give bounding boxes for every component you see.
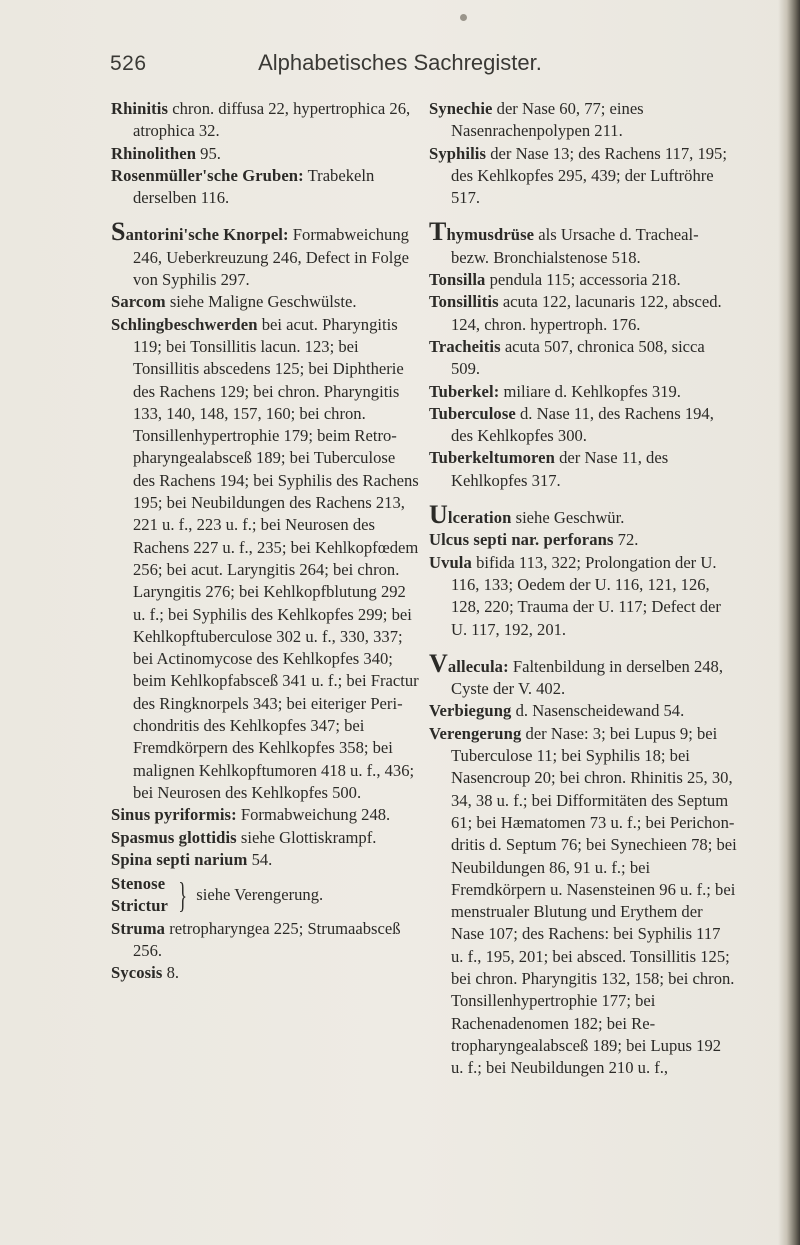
index-entry (429, 723, 737, 1080)
headword-text: Tuberkeltumoren (429, 448, 555, 468)
entry-text: der Nase 11, des Kehlkopfes 317. (451, 448, 669, 490)
index-entry (111, 918, 419, 963)
index-entry (111, 291, 419, 313)
letter-initial: T (429, 217, 447, 247)
entry-headword (429, 648, 509, 678)
index-entry (429, 403, 737, 448)
print-mark (460, 14, 467, 21)
entry-text: bifida 113, 322; Prolongation der U. 116, 133; Oedem der U. 116, 121, 126, 128, 220; Trauma der U. 117; Defect der U. 117, 192, 201. (451, 552, 721, 639)
entry-headword (111, 99, 168, 118)
entry-text: retropharyngea 225; Strumaabsceß 256. (133, 918, 401, 960)
index-entry (429, 217, 737, 269)
entry-headword (111, 963, 162, 982)
entry-text: der Nase 13; des Rachens 117, 195; des Kehlkopfes 295, 439; der Luftröhre 517. (451, 143, 727, 208)
entry-text: bei acut. Pharyngitis 119; bei Tonsillitis lacun. 123; bei Tonsillitis abscedens 125; bei Diphtherie des Rachens 129; bei chron. Pharyngitis 133, 140, 148, 157, 160; bei chron. Tonsillenhypertrophie 179; beim Retropharyngealabsceß 189; bei Tuberculose des Rachens 194; bei Syphilis des Rachens 195; bei Neubildungen des Rachens 213, 221 u. f., 223 u. f.; bei Neurosen des Rachens 227 u. f., 235; bei Kehlkopfœdem 256; bei acut. Laryngitis 264; bei chron. Laryngitis 276; bei Kehlkopfblutung 292 u. f.; bei Syphilis des Kehlkopfes 299; bei Kehlkopftuberculose 302 u. f., 330, 337; bei Actinomycose des Kehlkopfes 340; beim Kehlkopfabsceß 341 u. f.; bei Fractur des Ringknorpels 343; bei eiteriger Perichondritis des Kehlkopfes 347; bei Fremdkörpern des Kehlkopfes 358; bei malignen Kehlkopftumoren 418 u. f., 436; bei Neurosen des Kehlkopfes 500. (133, 314, 419, 802)
entry-headword (429, 553, 472, 572)
entry-headword (429, 270, 485, 289)
entry-headword (111, 292, 166, 311)
entry-headword (111, 144, 196, 163)
entry-headword (429, 99, 493, 118)
entry-text: 54. (247, 849, 273, 869)
index-entry (429, 500, 737, 530)
entry-headword (429, 404, 516, 423)
headword-text: Sinus pyriformis: (111, 805, 237, 825)
entry-text: chron. diffusa 22, hypertrophica 26, atrophica 32. (133, 99, 411, 141)
entry-headword (111, 828, 237, 847)
headword-text: Tracheitis (429, 336, 501, 356)
entry-headword (429, 144, 486, 163)
entry-text: siehe Geschwür. (511, 508, 625, 528)
entry-text: siehe Glottiskrampf. (236, 827, 377, 847)
headword-text: allecula: (447, 656, 509, 676)
entry-headword (111, 217, 289, 247)
brace-text: siehe Verengerung. (196, 885, 324, 905)
headword-text: hymusdrüse (446, 225, 535, 245)
index-entry (429, 529, 737, 551)
entry-headword (111, 166, 304, 185)
entry-headword (111, 919, 165, 938)
headword-text: Spina septi narium (111, 849, 248, 869)
entry-text: der Nase 60, 77; eines Nasenrachenpolypen 211. (451, 99, 644, 141)
brace-headwords (111, 873, 168, 918)
index-entry (429, 447, 737, 492)
index-entry (111, 314, 419, 805)
headword-text: Tuberkel: (429, 381, 500, 401)
left-entries-tail (111, 918, 419, 985)
entry-text: Formabweichung 246, Ueberkreuzung 246, Defect in Folge von Syphilis 297. (133, 225, 410, 290)
headword-text: Sarcom (111, 292, 166, 312)
headword-text: Verengerung (429, 723, 522, 743)
headword-text: Rosenmüller'sche Gruben: (111, 165, 304, 185)
index-entry (429, 552, 737, 641)
headword-text: Tonsillitis (429, 292, 499, 312)
index-entry (111, 962, 419, 984)
headword-text: Tonsilla (429, 270, 486, 290)
headword-text: Uvula (429, 552, 472, 572)
headword-text: Rhinolithen (111, 143, 197, 163)
index-entry (111, 143, 419, 165)
headword-text: Struma (111, 918, 166, 938)
index-entry (429, 98, 737, 143)
entry-text: siehe Maligne Geschwülste. (165, 292, 357, 312)
entry-text: acuta 122, lacunaris 122, absced. 124, chron. hypertroph. 176. (451, 292, 722, 334)
entry-text: Faltenbildung in derselben 248, Cyste der V. 402. (451, 656, 724, 699)
entry-headword (429, 724, 521, 743)
brace-entry (111, 873, 419, 918)
entry-text: acuta 507, chronica 508, sicca 509. (451, 336, 705, 379)
index-entry (429, 269, 737, 291)
entry-headword (429, 500, 512, 530)
letter-initial: S (111, 217, 126, 247)
entry-text: miliare d. Kehlkopfes 319. (499, 381, 681, 401)
entry-text: Formabweichung 248. (236, 805, 391, 825)
index-entry (111, 98, 419, 143)
index-entry (111, 849, 419, 871)
index-entry (429, 648, 737, 701)
entry-headword (429, 292, 499, 311)
entry-headword (111, 315, 258, 334)
entry-text: der Nase: 3; bei Lupus 9; bei Tuberculose 11; bei Syphilis 18; bei Nasencroup 20; bei chron. Rhinitis 25, 30, 34, 38 u. f.; bei Difformitäten des Septum 61; bei Hæmatomen 73 u. f.; bei Perichondritis d. Septum 76; bei Synechieen 78; bei Neubildungen 86, 91 u. f.; bei Fremdkörpern u. Nasensteinen 96 u. f.; bei menstrualer Blutung und Erythem der Nase 107; des Rachens: bei Syphilis 117 u. f., 195, 201; bei absced. Tonsillitis 125; bei chron. Pharyngitis 132, 158; bei chron. Tonsillenhypertrophie 177; bei Rachenadenomen 182; bei Retropharyngealabsceß 189; bei Lupus 192 u. f.; bei Neubildungen 210 u. f., (451, 723, 737, 1078)
right-column (429, 98, 737, 1079)
running-title: Alphabetisches Sachregister. (258, 50, 542, 75)
letter-initial: U (429, 500, 448, 530)
entry-text: d. Nasenscheidewand 54. (511, 701, 685, 721)
entry-headword (429, 217, 535, 247)
index-entry (111, 165, 419, 210)
brace-headword: Stenose (111, 874, 166, 894)
index-entry (429, 336, 737, 381)
headword-text: Ulcus septi nar. perforans (429, 530, 614, 550)
entry-text: pendula 115; accessoria 218. (485, 270, 681, 290)
entry-headword (429, 382, 499, 401)
letter-initial: V (429, 648, 448, 678)
entry-text: 8. (162, 963, 180, 983)
headword-text: Sycosis (111, 963, 163, 983)
entry-headword (111, 805, 237, 824)
entry-headword (429, 448, 555, 467)
brace-symbol: } (178, 875, 187, 916)
page-number: 526 (110, 52, 147, 75)
entry-text: Trabekeln derselben 116. (133, 165, 375, 208)
index-entry (429, 143, 737, 210)
index-entry (429, 381, 737, 403)
entry-text: 72. (613, 530, 639, 550)
headword-text: Syphilis (429, 143, 487, 163)
headword-text: Verbiegung (429, 701, 512, 721)
left-column (111, 98, 419, 985)
brace-headword: Strictur (111, 896, 169, 916)
headword-text: Spasmus glottidis (111, 827, 237, 847)
left-entries (111, 98, 419, 871)
headword-text: Schlingbeschwerden (111, 314, 258, 334)
headword-text: antorini'sche Knorpel: (125, 225, 289, 245)
entry-headword (429, 337, 501, 356)
index-entry (429, 291, 737, 336)
headword-text: Synechie (429, 99, 493, 118)
index-entry (111, 217, 419, 291)
index-entry (111, 827, 419, 849)
headword-text: Tuberculose (429, 403, 516, 423)
headword-text: lceration (447, 508, 512, 528)
entry-text: 95. (196, 143, 221, 163)
page-gutter-shadow (778, 0, 800, 1245)
entry-headword (429, 701, 511, 720)
entry-headword (111, 850, 247, 869)
entry-text: d. Nase 11, des Rachens 194, des Kehlkopfes 300. (451, 403, 714, 446)
headword-text: Rhinitis (111, 99, 169, 118)
index-entry (111, 804, 419, 826)
index-entry (429, 700, 737, 722)
right-entries (429, 98, 737, 1079)
entry-headword (429, 530, 614, 549)
entry-text: als Ursache d. Tracheal- bezw. Bronchialstenose 518. (451, 225, 699, 267)
